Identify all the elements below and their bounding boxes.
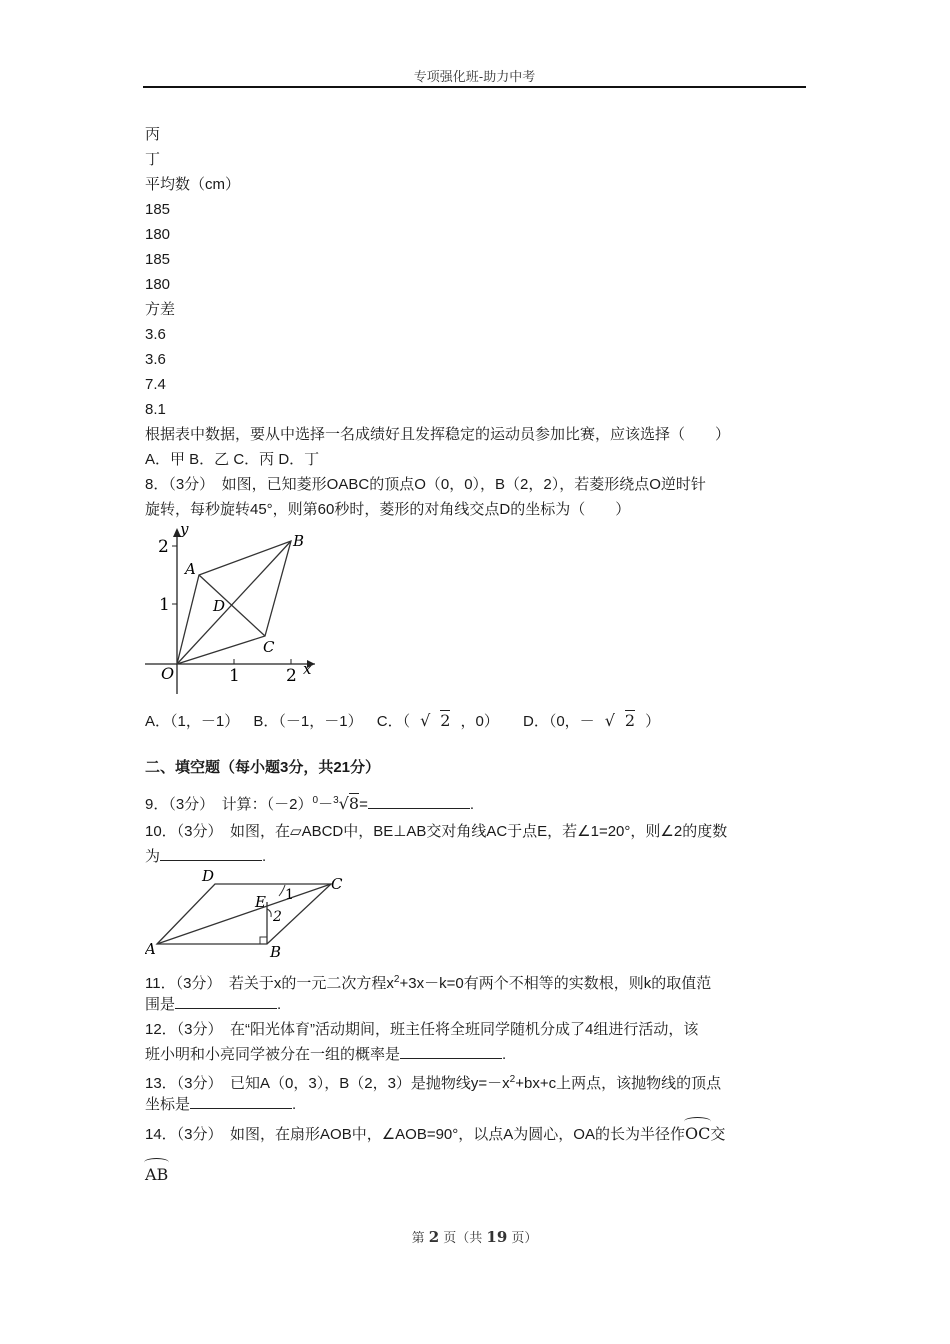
section-title: 二、填空题（每小题3分，共21分）: [145, 759, 381, 776]
q12-line2-end: .: [502, 1046, 507, 1063]
q9-exponent: 0: [312, 795, 319, 806]
q9-end: .: [469, 796, 474, 813]
label-c: C: [263, 638, 275, 656]
page-header: 专项强化班-助力中考: [413, 70, 536, 85]
table-line: 185: [145, 251, 171, 268]
q8-option-c-prefix: C．（: [376, 713, 411, 730]
sqrt-radicand: 2: [440, 711, 451, 730]
q12-line1: 12．（3分） 在“阳光体育”活动期间，班主任将全班同学随机分成了4组进行活动，该: [145, 1021, 699, 1038]
arc-oc: OC: [685, 1121, 710, 1146]
q11-exponent: 2: [393, 974, 400, 985]
table-line: 3.6: [145, 326, 166, 343]
table-line: 7.4: [145, 376, 166, 393]
sqrt-symbol: √: [420, 711, 431, 730]
page-number: 2: [428, 1228, 440, 1246]
q10-line1: 10．（3分） 如图，在▱ABCD中，BE⊥AB交对角线AC于点E，若∠1=20°，则∠2的度数: [145, 823, 728, 840]
q8-option-c: [377, 713, 509, 730]
q8-option-d: [523, 713, 670, 730]
label-b: B: [293, 532, 305, 550]
label-a: A: [145, 940, 156, 958]
footer-prefix: 第: [411, 1231, 429, 1246]
q11-text-b: +3x－k=0有两个不相等的实数根，则k的取值范: [399, 975, 712, 992]
q8-option-b: B．（－1，－1）: [253, 713, 363, 730]
q8-option-a: A．（1，－1）: [145, 713, 240, 730]
q11-line2-prefix: 围是: [145, 996, 176, 1013]
q12-line2: [145, 1042, 806, 1067]
q10-line2: [145, 844, 806, 869]
q11-text-a: 11．（3分） 若关于x的一元二次方程x: [145, 975, 394, 992]
q11-line2-end: .: [277, 996, 282, 1013]
table-line: 丁: [145, 151, 161, 168]
q8-line2: 旋转，每秒旋转45°，则第60秒时，菱形的对角线交点D的坐标为（ ）: [145, 501, 631, 518]
q10-line2-end: .: [262, 848, 267, 865]
label-y: y: [180, 524, 189, 538]
q14-text-end: 交: [710, 1126, 726, 1143]
parallelogram-figure: [145, 869, 345, 959]
label-a: A: [185, 560, 196, 578]
label-y2: 2: [158, 537, 169, 557]
q13-line2-end: .: [292, 1096, 297, 1113]
sqrt-symbol: √: [604, 711, 615, 730]
table-line: 方差: [145, 301, 176, 318]
table-line: 180: [145, 226, 171, 243]
answer-blank[interactable]: [400, 1042, 502, 1059]
label-d: D: [213, 597, 226, 615]
q9-radicand: 8: [348, 794, 360, 813]
q8-options: [145, 708, 806, 733]
table-line: 丙: [145, 126, 161, 143]
total-pages: 19: [486, 1228, 508, 1246]
table-line: 180: [145, 276, 171, 293]
label-o: O: [161, 664, 175, 683]
diagonal-ac: [199, 575, 265, 636]
q12-line2-prefix: 班小明和小亮同学被分在一组的概率是: [145, 1046, 401, 1063]
q10-line2-prefix: 为: [145, 848, 161, 865]
cube-root-symbol: √: [338, 794, 349, 813]
answer-blank[interactable]: [368, 792, 470, 809]
label-x2: 2: [286, 666, 297, 686]
q9-equals: =: [359, 796, 368, 813]
answer-blank[interactable]: [190, 1092, 292, 1109]
q7-stem: 根据表中数据，要从中选择一名成绩好且发挥稳定的运动员参加比赛，应该选择（ ）: [145, 426, 731, 443]
label-x1: 1: [229, 666, 240, 686]
label-c: C: [331, 875, 343, 893]
arc-ab: AB: [145, 1162, 168, 1187]
q13-line1: [145, 1067, 806, 1092]
q8-option-d-prefix: D．（0，－: [523, 713, 595, 730]
q9: [145, 788, 806, 813]
q13-exponent: 2: [509, 1074, 516, 1085]
label-x: x: [303, 660, 312, 678]
sqrt-radicand: 2: [624, 711, 636, 730]
label-b: B: [270, 943, 282, 959]
q14-line2: [145, 1162, 806, 1187]
table-line: 平均数（cm）: [145, 176, 240, 193]
q8-option-c-suffix: ，0）: [460, 713, 499, 730]
rhombus-figure: [145, 524, 325, 694]
q14-line1: [145, 1121, 806, 1146]
q11-line1: [145, 967, 806, 992]
label-d: D: [202, 869, 215, 885]
table-line: 3.6: [145, 351, 166, 368]
q11-line2: [145, 992, 806, 1017]
q14-text: 14．（3分） 如图，在扇形AOB中，∠AOB=90°，以点A为圆心，OA的长为半径作: [145, 1126, 685, 1143]
diagonal-ac: [157, 884, 331, 944]
header-rule: [143, 86, 806, 88]
q9-prefix: 9．（3分） 计算：（－2）: [145, 796, 313, 813]
q13-line2-prefix: 坐标是: [145, 1096, 191, 1113]
table-line: 185: [145, 201, 171, 218]
q13-text-a: 13．（3分） 已知A（0，3），B（2，3）是抛物线y=－x: [145, 1075, 510, 1092]
q8-option-d-suffix: ）: [645, 713, 661, 730]
label-1: 1: [285, 887, 294, 903]
table-line: 8.1: [145, 401, 166, 418]
footer-mid: 页（共: [439, 1231, 487, 1246]
page-content: [145, 122, 806, 1187]
q8-line1: 8．（3分） 如图，已知菱形OABC的顶点O（0，0），B（2，2），若菱形绕点O逆时针: [145, 476, 706, 493]
q13-line2: [145, 1092, 806, 1117]
q9-minus: －: [318, 796, 334, 813]
answer-blank[interactable]: [160, 844, 262, 861]
answer-blank[interactable]: [175, 992, 277, 1009]
q7-options: A．甲 B．乙 C．丙 D．丁: [145, 451, 320, 468]
label-y1: 1: [159, 595, 170, 615]
page-footer: [143, 1227, 806, 1246]
footer-suffix: 页）: [507, 1231, 538, 1246]
q9-root-index: 3: [333, 795, 339, 806]
right-angle-mark: [260, 937, 267, 944]
q13-text-b: +bx+c上两点，该抛物线的顶点: [515, 1075, 722, 1092]
label-2: 2: [273, 909, 282, 925]
label-e: E: [255, 893, 266, 911]
